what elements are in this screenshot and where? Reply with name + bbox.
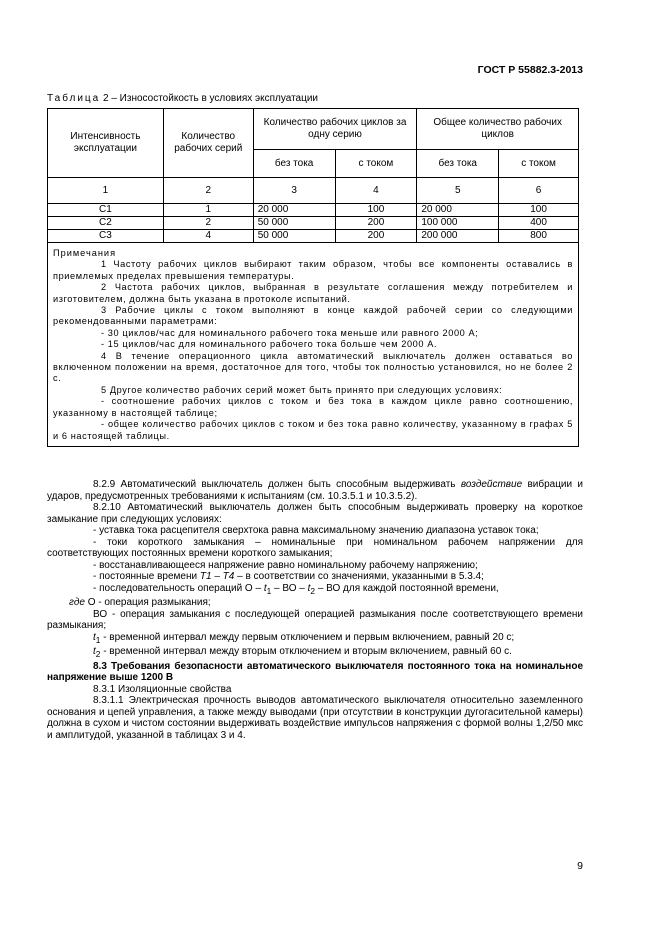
note-2: 2 Частота рабочих циклов, выбранная в результате соглашения между потребителем и изготовителем, должна быть указана в протоколе испытаний. — [53, 282, 573, 304]
table-row — [48, 217, 579, 230]
table-notes — [48, 243, 579, 447]
col-total-cycles: Общее количество рабочих циклов — [417, 109, 579, 150]
col-number: 1 — [48, 178, 164, 204]
table-cell: 200 — [335, 230, 417, 243]
where-line — [47, 597, 583, 609]
section-8-3-1: 8.3.1 Изоляционные свойства — [93, 683, 232, 695]
table-caption-label: Таблица — [47, 93, 101, 104]
table-cell: 200 — [335, 217, 417, 230]
sub-no-current: без тока — [417, 150, 499, 178]
body-text — [47, 479, 583, 741]
t2-line — [47, 646, 583, 661]
bullet-1: - уставка тока расцепителя сверхтока равна максимальному значению диапазона уставок тока; — [93, 525, 539, 536]
table-cell: 400 — [499, 217, 579, 230]
note-4: 4 В течение операционного цикла автоматический выключатель должен оставаться во включенном положении на время, достаточное для того, чтобы ток полностью установился, но не более 2 с. — [53, 350, 573, 384]
wear-resistance-table — [47, 108, 579, 447]
note-3: 3 Рабочие циклы с током выполняют в конце каждой рабочей серии со следующими рекомендованными параметрами: — [53, 305, 573, 327]
subscript: 1 — [266, 585, 272, 596]
col-number: 2 — [163, 178, 253, 204]
text: – ВО для каждой постоянной времени, — [315, 582, 499, 594]
table-cell: 20 000 — [417, 204, 499, 217]
table-caption-text: 2 – Износостойкость в условиях эксплуатации — [103, 93, 319, 104]
subscript: 2 — [95, 649, 101, 659]
table-cell: С2 — [48, 217, 164, 230]
text-italic: воздействие — [460, 479, 523, 490]
t1-line — [47, 632, 583, 647]
subscript: 1 — [95, 634, 101, 645]
col-cycles-per-series: Количество рабочих циклов за одну серию — [253, 109, 417, 150]
note-5a: - соотношение рабочих циклов с током и без тока в каждом цикле равно соотношению, указанному в настоящей таблице; — [53, 396, 573, 418]
table-cell: 20 000 — [253, 204, 335, 217]
table-cell: 50 000 — [253, 230, 335, 243]
text-italic: t — [307, 582, 311, 594]
sub-with-current: с током — [499, 150, 579, 178]
table-row — [48, 204, 579, 217]
table-cell: 50 000 — [253, 217, 335, 230]
subscript: 2 — [310, 585, 316, 596]
text: 8.2.9 Автоматический выключатель должен быть способным выдерживать — [93, 479, 461, 490]
table-cell: 100 000 — [417, 217, 499, 230]
text: – в соответствии со значениями, указанными в 5.3.4; — [234, 571, 484, 582]
table-row — [48, 230, 579, 243]
text: – ВО – — [271, 582, 308, 594]
text: - временной интервал между первым отключением и первым включением, равный 20 с; — [100, 631, 515, 643]
text-italic: где — [69, 597, 85, 608]
notes-title: Примечания — [53, 248, 117, 258]
bullet-4 — [47, 571, 583, 583]
col-intensity: Интенсивность эксплуатации — [48, 109, 164, 178]
para-8-2-9 — [47, 479, 583, 502]
col-number: 3 — [253, 178, 335, 204]
text-italic: t — [93, 646, 96, 657]
page-number: 9 — [577, 860, 583, 872]
section-8-3-heading: 8.3 Требования безопасности автоматического выключателя постоянного тока на номинальное напряжение выше 1200 В — [47, 660, 583, 683]
text: О - операция размыкания; — [84, 597, 211, 608]
text-italic: t — [93, 631, 96, 643]
bullet-2: - токи короткого замыкания – номинальные при номинальном рабочем напряжении для соответствующих постоянных времени короткого замыкания; — [47, 536, 583, 559]
table-cell: 4 — [163, 230, 253, 243]
col-series-count: Количество рабочих серий — [163, 109, 253, 178]
text: - временной интервал между вторым отключением и вторым включением, равный 60 с. — [100, 646, 512, 657]
note-3a: - 30 циклов/час для номинального рабочего тока меньше или равного 2000 А; — [101, 327, 479, 338]
text-italic: t — [263, 582, 267, 594]
table-cell: 800 — [499, 230, 579, 243]
text: - постоянные времени — [93, 571, 200, 582]
note-3b: - 15 циклов/час для номинального рабочего тока больше чем 2000 А. — [101, 339, 438, 350]
table-cell: 1 — [163, 204, 253, 217]
para-8-3-1-1: 8.3.1.1 Электрическая прочность выводов автоматического выключателя относительно заземленного основания и цепей управления, а также между выводами (при отсутствии в конструкции дугогасительной камеры) должна в сухом и чистом состоянии выдерживать воздействие импульсов напряжения с формой волны 1,2/50 мкс и амплитудой, указанной в таблицах 3 и 4. — [47, 695, 583, 741]
table-cell: С3 — [48, 230, 164, 243]
sub-no-current: без тока — [253, 150, 335, 178]
note-1: 1 Частоту рабочих циклов выбирают таким образом, чтобы все компоненты оставались в приемлемых пределах превышения температуры. — [53, 259, 573, 281]
text: - последовательность операций О – — [93, 582, 264, 594]
col-number: 5 — [417, 178, 499, 204]
note-5b: - общее количество рабочих циклов с током и без тока равно количеству, указанному в графах 5 и 6 настоящей таблицы. — [53, 419, 573, 441]
para-8-2-10: 8.2.10 Автоматический выключатель должен быть способным выдерживать проверку на короткое замыкание при следующих условиях: — [47, 502, 583, 525]
text: вибрации и ударов, предусмотренных требованиями к испытаниям (см. 10.3.5.1 и 10.3.5.2). — [47, 479, 583, 502]
col-number: 4 — [335, 178, 417, 204]
document-header: ГОСТ Р 55882.3-2013 — [477, 64, 583, 76]
table-cell: 2 — [163, 217, 253, 230]
bullet-5 — [47, 583, 583, 598]
vo-line: ВО - операция замыкания с последующей операцией размыкания после соответствующего времени размыкания; — [47, 608, 583, 631]
bullet-3: - восстанавливающееся напряжение равно номинальному рабочему напряжению; — [93, 559, 478, 571]
table-caption — [47, 93, 318, 104]
col-number: 6 — [499, 178, 579, 204]
table-cell: 100 — [499, 204, 579, 217]
text-italic: T1 – T4 — [199, 571, 235, 582]
table-cell: 100 — [335, 204, 417, 217]
note-5: 5 Другое количество рабочих серий может быть принято при следующих условиях: — [101, 384, 503, 395]
sub-with-current: с током — [335, 150, 417, 178]
table-cell: 200 000 — [417, 230, 499, 243]
table-cell: С1 — [48, 204, 164, 217]
